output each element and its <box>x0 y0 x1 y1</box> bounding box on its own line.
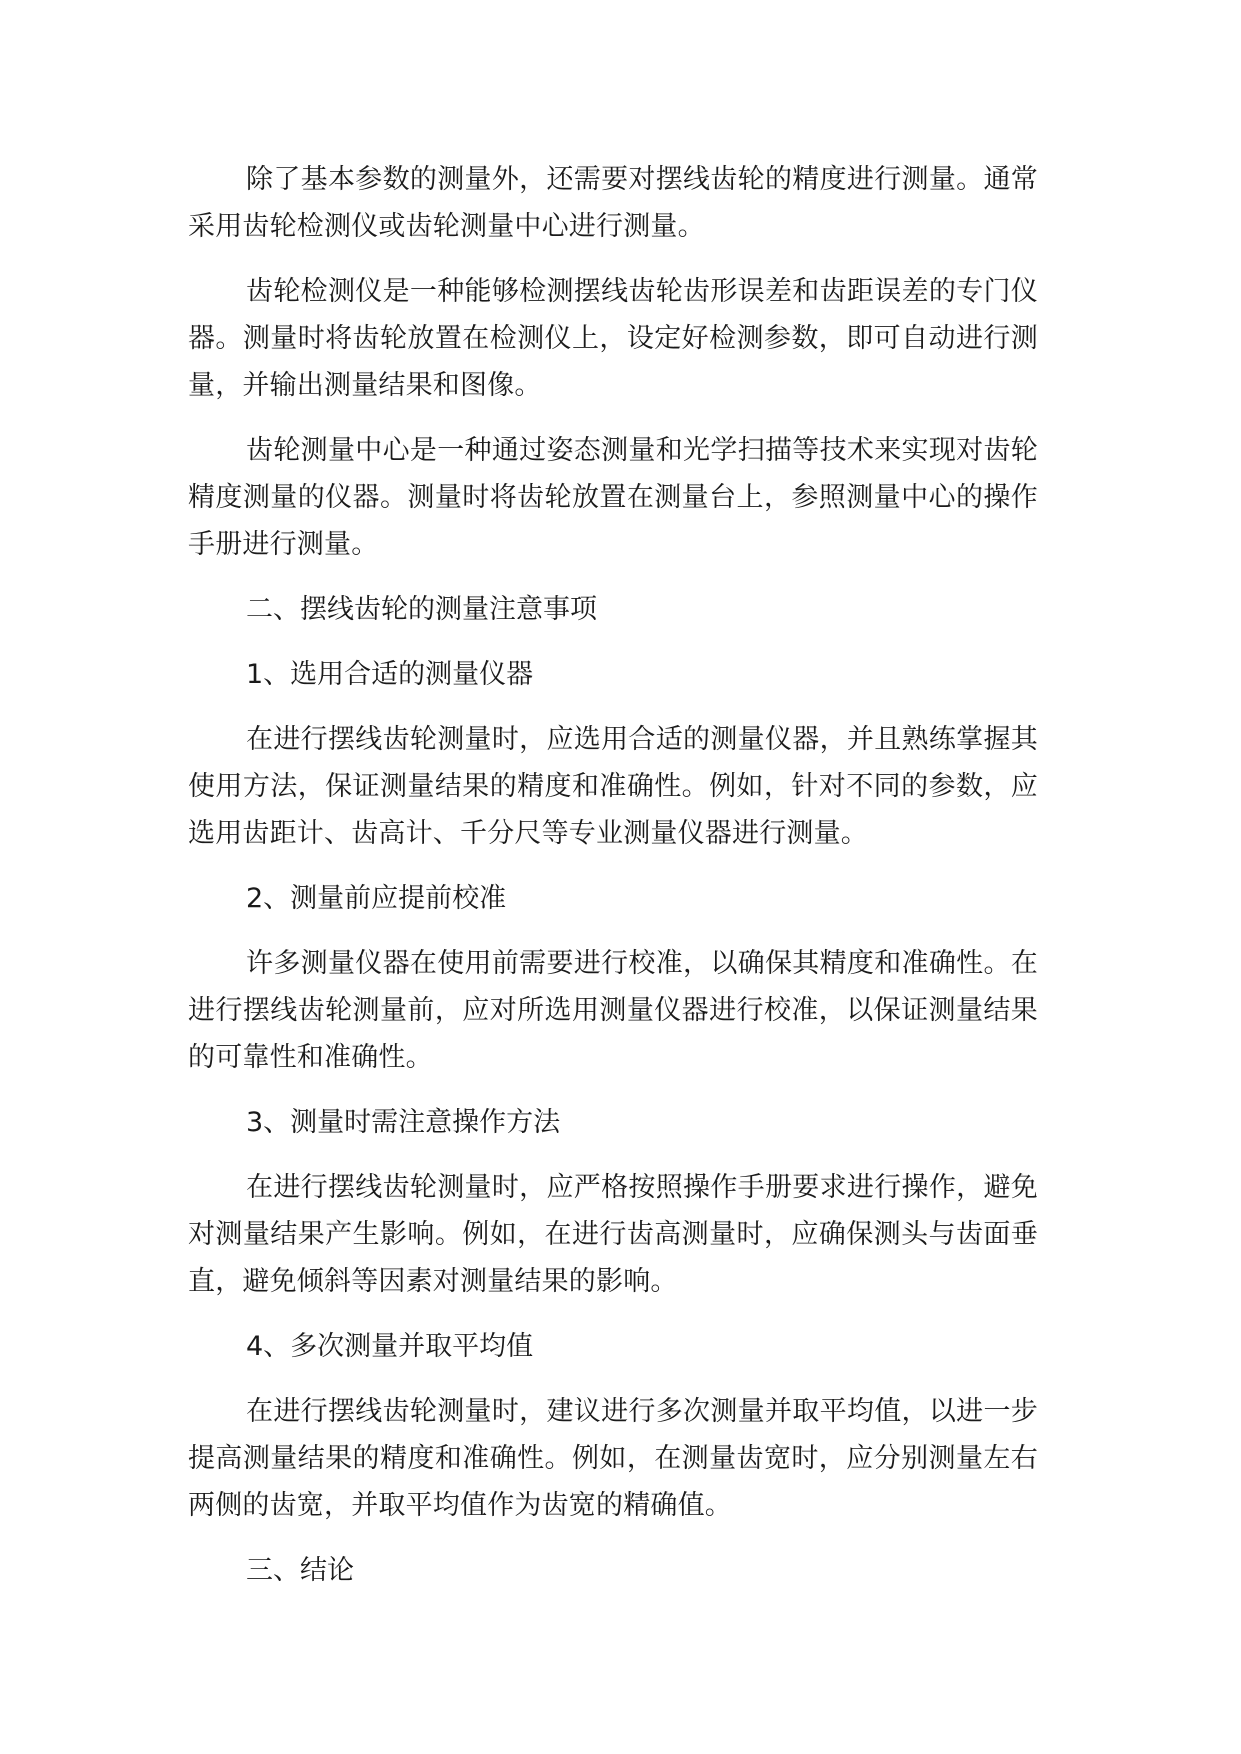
paragraph-operation-method: 在进行摆线齿轮测量时，应严格按照操作手册要求进行操作，避免对测量结果产生影响。例如，在进行齿高测量时，应确保测头与齿面垂直，避免倾斜等因素对测量结果的影响。 <box>188 1172 1038 1297</box>
subheading-choose-instrument: 1、选用合适的测量仪器 <box>246 659 534 690</box>
paragraph-measuring-center: 齿轮测量中心是一种通过姿态测量和光学扫描等技术来实现对齿轮精度测量的仪器。测量时将齿轮放置在测量台上，参照测量中心的操作手册进行测量。 <box>188 435 1038 560</box>
paragraph-calibrate: 许多测量仪器在使用前需要进行校准，以确保其精度和准确性。在进行摆线齿轮测量前，应对所选用测量仪器进行校准，以保证测量结果的可靠性和准确性。 <box>188 948 1038 1073</box>
subheading-operation-method: 3、测量时需注意操作方法 <box>246 1107 561 1138</box>
section-heading-precautions: 二、摆线齿轮的测量注意事项 <box>246 594 597 625</box>
subheading-calibrate: 2、测量前应提前校准 <box>246 883 507 914</box>
document-body <box>188 156 1038 1594</box>
paragraph-precision-intro: 除了基本参数的测量外，还需要对摆线齿轮的精度进行测量。通常采用齿轮检测仪或齿轮测量中心进行测量。 <box>188 164 1038 242</box>
paragraph-gear-tester: 齿轮检测仪是一种能够检测摆线齿轮齿形误差和齿距误差的专门仪器。测量时将齿轮放置在检测仪上，设定好检测参数，即可自动进行测量，并输出测量结果和图像。 <box>188 276 1038 401</box>
subheading-multiple-measurements: 4、多次测量并取平均值 <box>246 1331 534 1362</box>
paragraph-multiple-measurements: 在进行摆线齿轮测量时，建议进行多次测量并取平均值，以进一步提高测量结果的精度和准确性。例如，在测量齿宽时，应分别测量左右两侧的齿宽，并取平均值作为齿宽的精确值。 <box>188 1396 1038 1521</box>
section-heading-conclusion: 三、结论 <box>246 1555 354 1586</box>
paragraph-choose-instrument: 在进行摆线齿轮测量时，应选用合适的测量仪器，并且熟练掌握其使用方法，保证测量结果的精度和准确性。例如，针对不同的参数，应选用齿距计、齿高计、千分尺等专业测量仪器进行测量。 <box>188 724 1038 849</box>
